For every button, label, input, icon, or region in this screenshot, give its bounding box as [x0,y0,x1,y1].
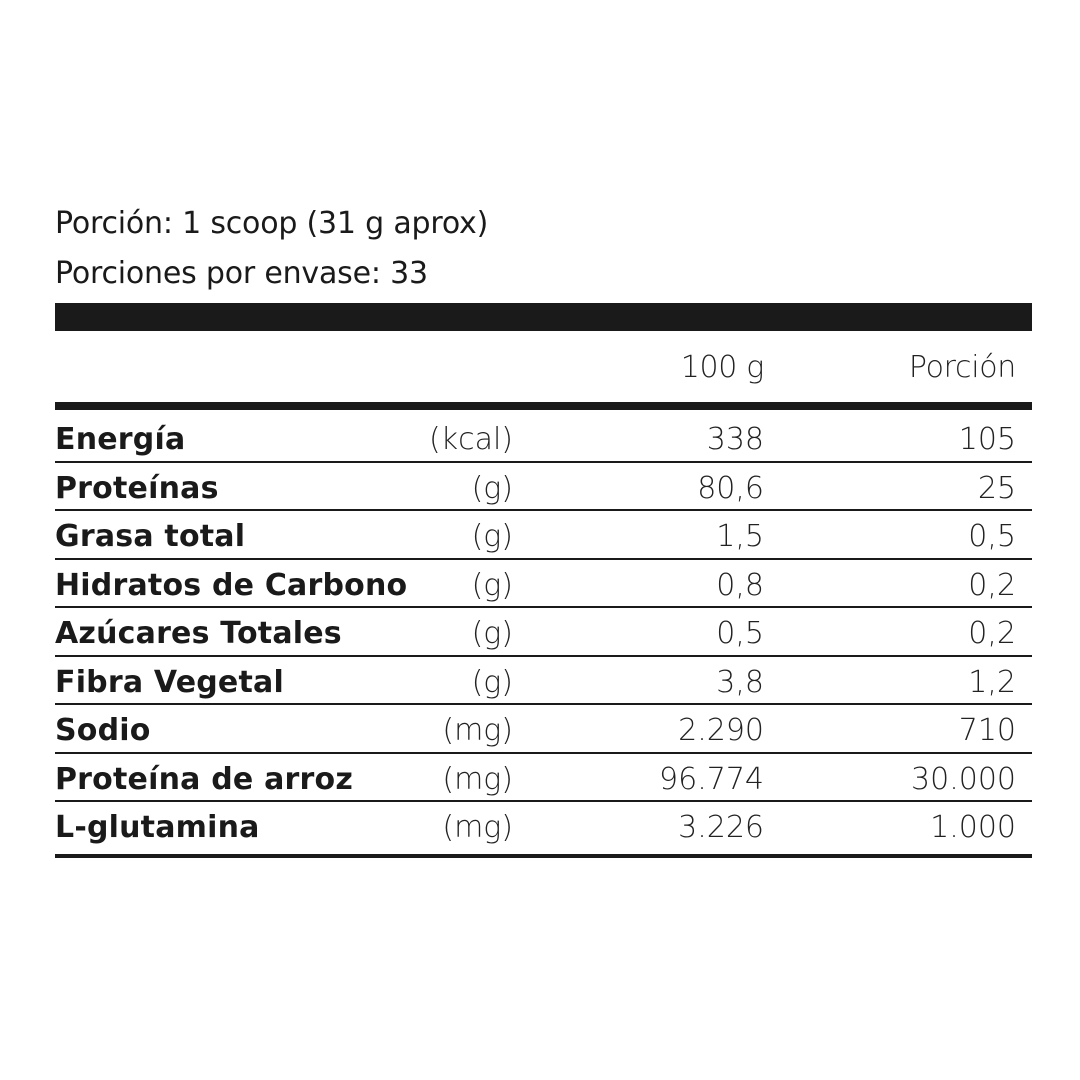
value-per-portion: 105 [958,422,1016,457]
nutrient-name: Azúcares Totales [55,616,342,651]
serving-size: Porción: 1 scoop (31 g aprox) [55,206,489,241]
nutrient-unit: (g) [471,664,513,700]
value-per-100g: 0,5 [716,616,764,651]
value-per-portion: 1.000 [930,810,1016,845]
value-per-portion: 25 [977,470,1016,506]
value-per-100g: 3.226 [678,810,764,845]
nutrient-name: Fibra Vegetal [55,664,284,700]
nutrition-table [55,414,1032,858]
nutrient-unit: (mg) [442,713,513,748]
value-per-portion: 0,2 [968,567,1016,603]
value-per-100g: 96.774 [659,761,764,797]
value-per-100g: 2.290 [678,713,764,748]
nutrient-name: Proteína de arroz [55,761,353,797]
servings-per-container: Porciones por envase: 33 [55,256,428,291]
value-per-100g: 1,5 [716,519,764,554]
table-row [55,754,1032,803]
nutrient-unit: (mg) [442,810,513,845]
nutrient-unit: (mg) [442,761,513,797]
table-top-bar [55,303,1032,331]
value-per-100g: 80,6 [697,470,764,506]
table-row [55,657,1032,706]
column-header-100g: 100 g [680,350,764,385]
table-row [55,802,1032,858]
header-divider [55,402,1032,410]
nutrient-name: Proteínas [55,470,219,506]
column-header-portion: Porción [908,350,1016,385]
table-row [55,414,1032,463]
table-row [55,463,1032,512]
nutrient-name: Hidratos de Carbono [55,567,408,603]
nutrient-unit: (g) [471,616,513,651]
value-per-100g: 338 [706,422,764,457]
nutrient-unit: (g) [471,519,513,554]
value-per-portion: 0,2 [968,616,1016,651]
nutrient-unit: (g) [471,567,513,603]
table-row [55,511,1032,560]
nutrient-name: Sodio [55,713,151,748]
serving-info [55,202,488,302]
table-row [55,705,1032,754]
nutrient-name: Energía [55,422,186,457]
value-per-100g: 3,8 [716,664,764,700]
value-per-portion: 710 [958,713,1016,748]
value-per-portion: 30.000 [911,761,1016,797]
nutrient-unit: (g) [471,470,513,506]
table-row [55,608,1032,657]
nutrient-unit: (kcal) [429,422,513,457]
value-per-portion: 1,2 [968,664,1016,700]
value-per-100g: 0,8 [716,567,764,603]
table-row [55,560,1032,609]
nutrient-name: L-glutamina [55,810,260,845]
value-per-portion: 0,5 [968,519,1016,554]
nutrient-name: Grasa total [55,519,246,554]
